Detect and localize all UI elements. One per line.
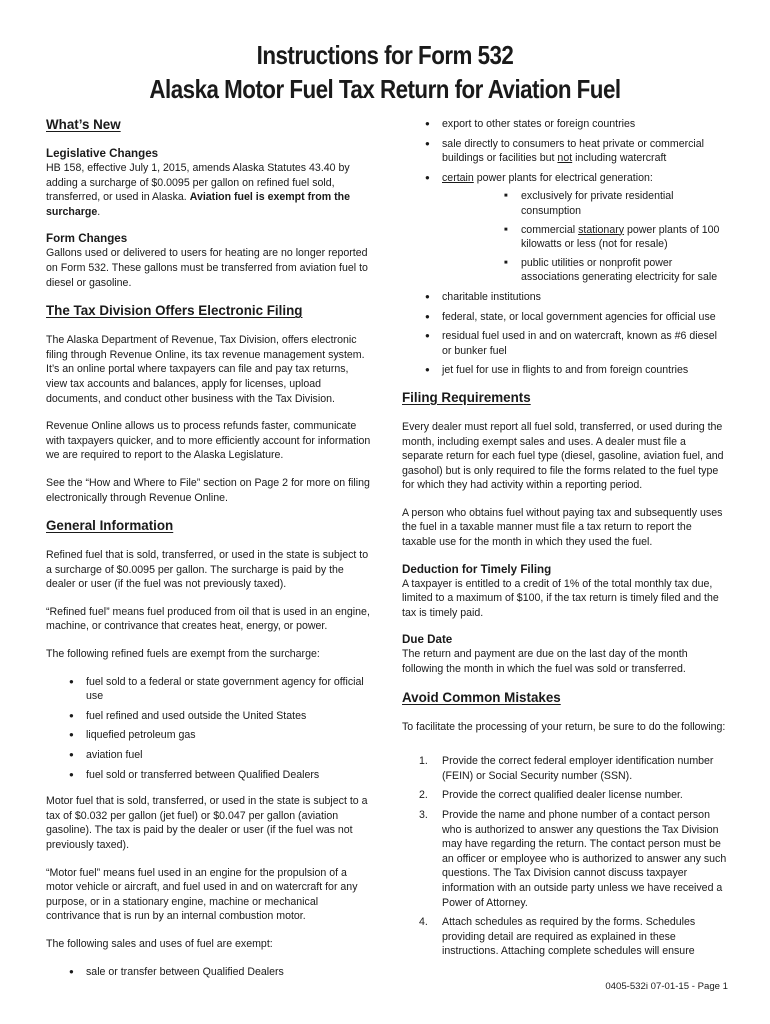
list-item: ● residual fuel used in and on watercraft, known as #6 diesel or bunker fuel [402, 329, 728, 358]
step-number: 1. [419, 755, 428, 768]
step-text: Provide the correct qualified dealer license number. [442, 789, 683, 802]
step-text: Attach schedules as required by the forms. Schedules providing detail are required as explained in these instructions. Attaching complete schedules will ensure [442, 916, 696, 958]
item-text: including watercraft [572, 152, 667, 165]
right-column [402, 117, 728, 964]
exempt-sales-list [46, 965, 372, 980]
general-info-p3: The following refined fuels are exempt from the surcharge: [46, 648, 320, 661]
sub-list-item [442, 223, 728, 252]
due-date-text: The return and payment are due on the last day of the month following the month in which the fuel was sold or transferred. [402, 648, 688, 676]
filing-requirements-p1: Every dealer must report all fuel sold, transferred, or used during the month, including exempt sales and uses. A dealer must file a separate return for each fuel type (diesel, gasoline, aviation fuel, and gasohol) but is only required to file the forms related to the fuel type for which they had activity within a reporting period. [402, 420, 724, 492]
surcharge-exempt-list [46, 675, 372, 783]
electronic-filing-p3: See the “How and Where to File” section on Page 2 for more on filing electronically through Revenue Online. [46, 476, 370, 504]
deduction-heading: Deduction for Timely Filing [402, 562, 552, 576]
item-text: sale directly to consumers to heat private or commercial buildings or facilities but [442, 137, 705, 165]
due-date-heading: Due Date [402, 633, 453, 647]
list-item: ● aviation fuel [46, 748, 372, 763]
list-item: ● fuel sold or transferred between Qualified Dealers [46, 768, 372, 783]
whats-new-heading: What’s New [46, 117, 121, 132]
filing-requirements-heading: Filing Requirements [402, 389, 531, 405]
step-number: 3. [419, 809, 428, 821]
step-number: 4. [419, 916, 428, 929]
general-info-p5: “Motor fuel” means fuel used in an engine for the propulsion of a motor vehicle or aircraft, and fuel used in and on watercraft for any purpose, or in a stationary engine, machine or mechanical contrivance that is run by an internal combustion motor. [46, 866, 358, 923]
general-info-p4: Motor fuel that is sold, transferred, or used in the state is subject to a tax of $0.032 per gallon (jet fuel) or $0.047 per gallon (aviation gasoline). The tax is paid by the dealer or user (if the fuel was not previously taxed). [46, 795, 368, 851]
avoid-mistakes-intro: To facilitate the processing of your return, be sure to do the following: [402, 720, 726, 733]
step-item [402, 754, 728, 783]
filing-requirements-p2: A person who obtains fuel without paying tax and subsequently uses the fuel in a taxable manner must file a tax return to report the taxable use for the month in which they used the fuel. [402, 506, 723, 549]
left-column [46, 117, 372, 991]
underlined-text: certain [442, 171, 474, 184]
electronic-filing-p1: The Alaska Department of Revenue, Tax Division, offers electronic filing through Revenue Online, its tax revenue management system. It’s an online portal where taxpayers can file and pay tax returns, view tax accounts and balances, apply for licenses, upload documents, and conduct other business with the Tax Division. [46, 334, 365, 405]
list-item: ● charitable institutions [402, 290, 728, 305]
legislative-changes-text [46, 161, 372, 219]
legislative-end: . [97, 205, 101, 218]
list-item: ● jet fuel for use in flights to and from foreign countries [402, 363, 728, 378]
step-text: Provide the correct federal employer identification number (FEIN) or Social Security number (SSN). [442, 755, 714, 782]
step-item [402, 808, 728, 910]
list-item: ● fuel sold to a federal or state government agency for official use [46, 675, 372, 704]
title-line-1: Instructions for Form 532 [256, 40, 514, 70]
general-info-p1: Refined fuel that is sold, transferred, or used in the state is subject to a surcharge of $0.0095 per gallon. The surcharge is paid by the dealer or user (if the fuel was not previously taxed). [46, 549, 369, 591]
legislative-bold-text: Aviation fuel is exempt from the surcharge [46, 191, 350, 218]
step-item [402, 915, 728, 959]
list-item [402, 171, 728, 285]
general-information-heading: General Information [46, 518, 174, 534]
avoid-mistakes-heading: Avoid Common Mistakes [402, 689, 561, 705]
item-text: power plants for electrical generation: [473, 171, 653, 184]
list-item: ● federal, state, or local government agencies for official use [402, 310, 728, 325]
electronic-filing-heading: The Tax Division Offers Electronic Filing [46, 303, 303, 319]
list-item: ● liquefied petroleum gas [46, 728, 372, 743]
document-title [0, 38, 770, 106]
list-item: ● export to other states or foreign countries [402, 117, 728, 132]
legislative-changes-heading: Legislative Changes [46, 147, 159, 160]
page-footer: 0405-532i 07-01-15 - Page 1 [605, 981, 728, 992]
title-line-2: Alaska Motor Fuel Tax Return for Aviation Fuel [149, 74, 621, 104]
legislative-text: HB 158, effective July 1, 2015, amends Alaska Statutes 43.40 by adding a surcharge of $0.0095 per gallon on refined fuel sold, transferred, or used in Alaska. [46, 162, 350, 204]
deduction-text: A taxpayer is entitled to a credit of 1% of the total monthly tax due, limited to a maximum of $100, if the tax return is timely filed and the tax is timely paid. [402, 577, 719, 619]
underlined-text: stationary [578, 223, 625, 236]
general-info-p2: “Refined fuel” means fuel produced from oil that is used in an engine, machine, or contrivance that creates heat, energy, or power. [46, 605, 370, 633]
item-text: power plants of 100 kilowatts or less (not for resale) [521, 223, 720, 251]
step-number: 2. [419, 789, 428, 802]
list-item [402, 137, 728, 166]
item-text: commercial [521, 223, 579, 236]
step-item [402, 788, 728, 803]
list-item: ● fuel refined and used outside the United States [46, 709, 372, 724]
sub-list-item: ■ public utilities or nonprofit power associations generating electricity for sale [442, 256, 728, 285]
step-text: Provide the name and phone number of a contact person who is authorized to answer any questions the Tax Division may have regarding the return. The contact person must be an officer or employee who is authorized to answer any such questions. The Tax Division cannot discuss taxpayer information with an outside party unless we have received a Power of Attorney. [442, 809, 727, 909]
power-plant-sublist [442, 189, 728, 285]
exempt-sales-list-continued [402, 117, 728, 378]
mistakes-steps-list [402, 754, 728, 959]
general-info-p6: The following sales and uses of fuel are exempt: [46, 937, 273, 950]
underlined-text: not [557, 152, 573, 165]
form-changes-heading: Form Changes [46, 232, 128, 246]
list-item: ● sale or transfer between Qualified Dealers [46, 965, 372, 980]
electronic-filing-p2: Revenue Online allows us to process refunds faster, communicate with taxpayers quicker, and to more efficiently account for information we are required to report to the Alaska Legislature. [46, 420, 371, 462]
form-changes-text: Gallons used or delivered to users for heating are no longer reported on Form 532. These gallons must be transferred from aviation fuel to diesel or gasoline. [46, 247, 368, 289]
sub-list-item: ■ exclusively for private residential consumption [442, 189, 728, 218]
